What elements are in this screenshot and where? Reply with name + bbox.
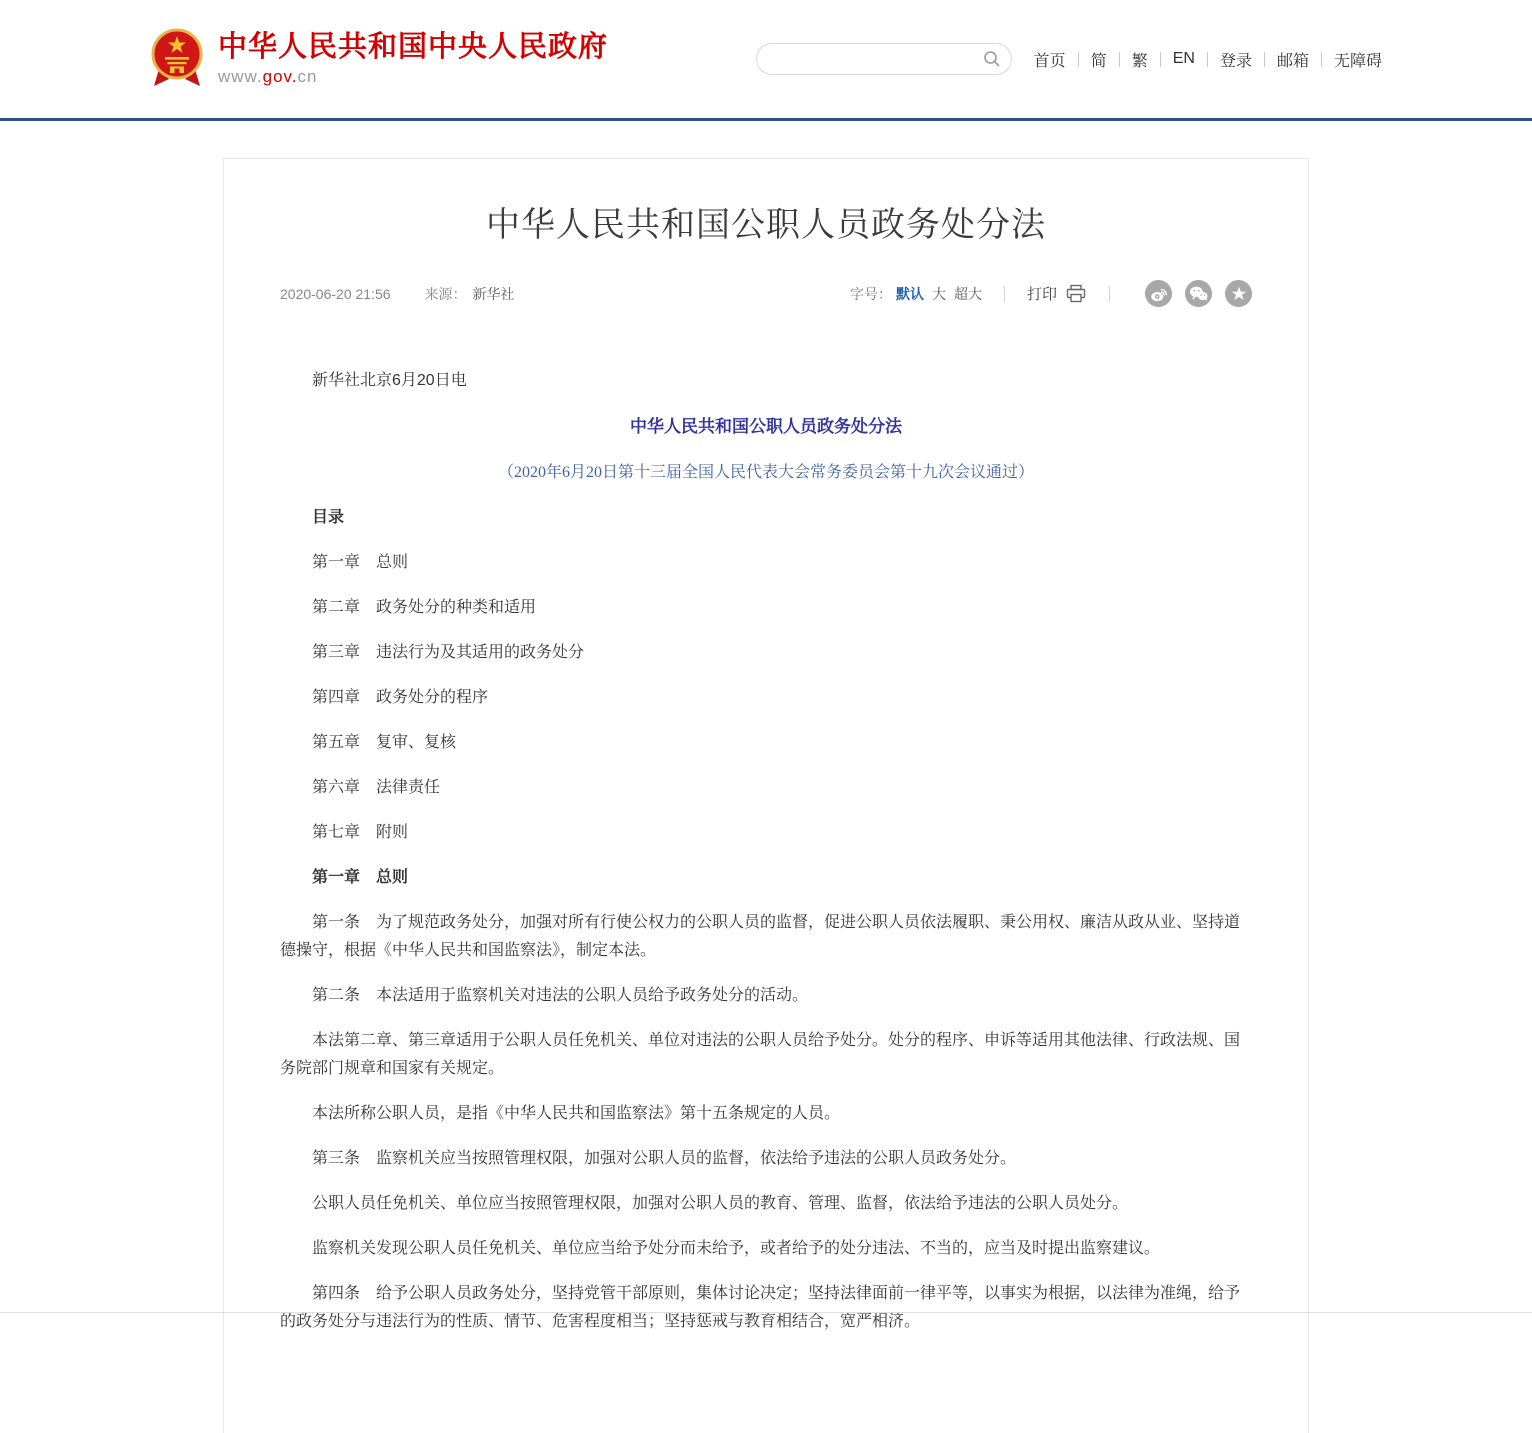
- publish-date: 2020-06-20 21:56: [280, 285, 391, 302]
- star-icon: [1231, 286, 1247, 302]
- lead-paragraph: 新华社北京6月20日电: [312, 372, 467, 389]
- font-size-label: 字号：: [849, 285, 892, 302]
- toc-item: 第六章 法律责任: [312, 778, 441, 796]
- article-body: [280, 367, 1252, 1336]
- source-label: 来源：: [424, 285, 467, 302]
- search-input[interactable]: [756, 43, 1012, 75]
- site-header: [0, 0, 1532, 118]
- chapter-heading: 第一章 总则: [312, 868, 409, 886]
- article-card: [223, 158, 1309, 1433]
- nav-item-accessibility[interactable]: 无障碍: [1333, 52, 1382, 70]
- nav-separator: [1207, 52, 1208, 67]
- site-title: 中华人民共和国中央人民政府: [218, 30, 609, 63]
- footer-divider: [0, 1312, 1532, 1313]
- page-title: 中华人民共和国公职人员政务处分法: [486, 206, 1046, 244]
- print-button[interactable]: [1027, 283, 1087, 304]
- site-url: [218, 67, 608, 87]
- body-paragraph: 本法所称公职人员，是指《中华人民共和国监察法》第十五条规定的人员。: [312, 1104, 841, 1122]
- nav-item-home[interactable]: 首页: [1033, 52, 1066, 70]
- body-paragraph: 第一条 为了规范政务处分，加强对所有行使公权力的公职人员的监督，促进公职人员依法履职、秉公用权、廉洁从政从业、坚持道德操守，根据《中华人民共和国监察法》，制定本法。: [280, 913, 1241, 959]
- site-brand[interactable]: [150, 28, 608, 90]
- doc-title: 中华人民共和国公职人员政务处分法: [630, 417, 902, 436]
- doc-subtitle: （2020年6月20日第十三届全国人民代表大会常务委员会第十九次会议通过）: [497, 463, 1034, 481]
- toc-item: 第四章 政务处分的程序: [312, 688, 489, 706]
- site-url-cn: cn: [297, 67, 318, 87]
- nav-separator: [1160, 52, 1161, 67]
- source-name: 新华社: [472, 285, 515, 302]
- favorite-button[interactable]: [1225, 280, 1252, 307]
- meta-separator: [1004, 286, 1005, 302]
- body-paragraph: 第三条 监察机关应当按照管理权限，加强对公职人员的监督，依法给予违法的公职人员政务处分。: [312, 1149, 1017, 1167]
- nav-separator: [1119, 52, 1120, 67]
- site-url-www: www.: [218, 67, 263, 87]
- top-nav: [1034, 48, 1382, 71]
- nav-item-simplified[interactable]: 简: [1090, 52, 1107, 70]
- nav-item-mail[interactable]: 邮箱: [1276, 52, 1309, 70]
- site-url-gov: gov.: [262, 67, 298, 87]
- body-paragraph: 监察机关发现公职人员任免机关、单位应当给予处分而未给予，或者给予的处分违法、不当的，应当及时提出监察建议。: [312, 1239, 1161, 1257]
- nav-separator: [1321, 52, 1322, 67]
- toc-item: 第三章 违法行为及其适用的政务处分: [312, 643, 585, 661]
- body-paragraph: 第二条 本法适用于监察机关对违法的公职人员给予政务处分的活动。: [312, 986, 809, 1004]
- body-paragraph: 本法第二章、第三章适用于公职人员任免机关、单位对违法的公职人员给予处分。处分的程序、申诉等适用其他法律、行政法规、国务院部门规章和国家有关规定。: [280, 1031, 1241, 1077]
- font-size-large-button[interactable]: 大: [931, 285, 946, 302]
- search-box: [756, 43, 1012, 75]
- font-size-xlarge-button[interactable]: 超大: [953, 285, 982, 302]
- toc-item: 第二章 政务处分的种类和适用: [312, 598, 537, 616]
- body-paragraph: 第四条 给予公职人员政务处分，坚持党管干部原则，集体讨论决定；坚持法律面前一律平等，以事实为根据，以法律为准绳，给予的政务处分与违法行为的性质、情节、危害程度相当；坚持惩戒与教育相结合，宽严相济。: [280, 1284, 1241, 1330]
- nav-item-login[interactable]: 登录: [1219, 52, 1252, 70]
- toc-item: 第五章 复审、复核: [312, 733, 457, 751]
- wechat-share-button[interactable]: [1185, 280, 1212, 307]
- weibo-icon: [1150, 285, 1168, 303]
- meta-separator: [1109, 286, 1110, 302]
- nav-separator: [1264, 52, 1265, 67]
- search-icon[interactable]: [983, 50, 1001, 73]
- header-divider: [0, 118, 1532, 121]
- nav-item-traditional[interactable]: 繁: [1131, 52, 1148, 70]
- weibo-share-button[interactable]: [1145, 280, 1172, 307]
- wechat-icon: [1189, 285, 1208, 302]
- toc-item: 第七章 附则: [312, 823, 409, 841]
- article-meta: [280, 280, 1252, 307]
- share-group: [1132, 280, 1252, 307]
- printer-icon: [1065, 284, 1087, 304]
- nav-item-en[interactable]: EN: [1172, 50, 1195, 67]
- national-emblem-icon: [150, 28, 204, 90]
- toc-heading: 目录: [312, 508, 345, 526]
- font-size-default-button[interactable]: 默认: [895, 285, 924, 302]
- toc-item: 第一章 总则: [312, 553, 409, 571]
- brand-text: [218, 31, 608, 87]
- print-label: 打印: [1026, 286, 1057, 303]
- body-paragraph: 公职人员任免机关、单位应当按照管理权限，加强对公职人员的教育、管理、监督，依法给予违法的公职人员处分。: [312, 1194, 1129, 1212]
- nav-separator: [1078, 52, 1079, 67]
